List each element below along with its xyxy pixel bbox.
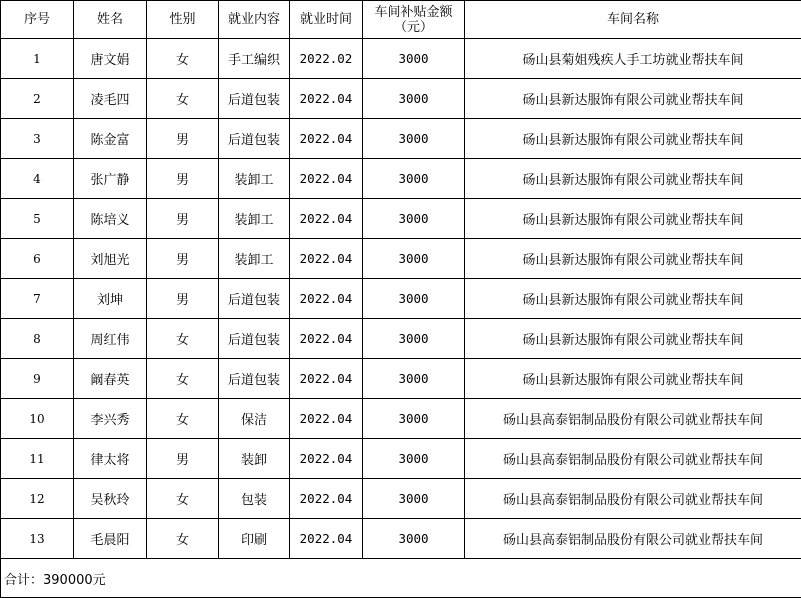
cell-seq: 1	[1, 39, 74, 79]
table-row	[1, 159, 801, 199]
cell-job: 后道包装	[219, 359, 290, 399]
cell-name: 毛晨阳	[74, 519, 147, 559]
cell-name: 吴秋玲	[74, 479, 147, 519]
cell-time: 2022.02	[290, 39, 363, 79]
cell-time: 2022.04	[290, 279, 363, 319]
header-subsidy	[363, 1, 465, 39]
cell-subsidy: 3000	[363, 79, 465, 119]
cell-seq: 12	[1, 479, 74, 519]
cell-gender: 女	[147, 479, 219, 519]
cell-job: 后道包装	[219, 119, 290, 159]
cell-job: 手工编织	[219, 39, 290, 79]
cell-workshop: 砀山县高泰铝制品股份有限公司就业帮扶车间	[465, 439, 801, 479]
table-row	[1, 519, 801, 559]
cell-subsidy: 3000	[363, 39, 465, 79]
table-row	[1, 79, 801, 119]
table-row	[1, 439, 801, 479]
cell-time: 2022.04	[290, 359, 363, 399]
cell-seq: 5	[1, 199, 74, 239]
cell-name: 刘旭光	[74, 239, 147, 279]
cell-job: 装卸工	[219, 239, 290, 279]
cell-name: 凌毛四	[74, 79, 147, 119]
cell-time: 2022.04	[290, 439, 363, 479]
cell-time: 2022.04	[290, 479, 363, 519]
cell-subsidy: 3000	[363, 519, 465, 559]
cell-name: 李兴秀	[74, 399, 147, 439]
cell-gender: 女	[147, 359, 219, 399]
total-row	[1, 559, 801, 598]
cell-job: 印刷	[219, 519, 290, 559]
cell-time: 2022.04	[290, 399, 363, 439]
cell-time: 2022.04	[290, 119, 363, 159]
cell-name: 刘坤	[74, 279, 147, 319]
table-row	[1, 319, 801, 359]
cell-seq: 11	[1, 439, 74, 479]
cell-gender: 男	[147, 199, 219, 239]
cell-seq: 2	[1, 79, 74, 119]
cell-seq: 13	[1, 519, 74, 559]
total-cell: 合计：390000元	[1, 559, 801, 598]
cell-name: 张广静	[74, 159, 147, 199]
header-gender: 性别	[147, 1, 219, 39]
cell-subsidy: 3000	[363, 199, 465, 239]
cell-time: 2022.04	[290, 239, 363, 279]
cell-name: 律太将	[74, 439, 147, 479]
cell-subsidy: 3000	[363, 279, 465, 319]
cell-seq: 4	[1, 159, 74, 199]
cell-name: 陈金富	[74, 119, 147, 159]
cell-seq: 9	[1, 359, 74, 399]
cell-job: 装卸工	[219, 199, 290, 239]
cell-gender: 女	[147, 519, 219, 559]
header-seq: 序号	[1, 1, 74, 39]
cell-subsidy: 3000	[363, 479, 465, 519]
cell-gender: 女	[147, 39, 219, 79]
cell-workshop: 砀山县高泰铝制品股份有限公司就业帮扶车间	[465, 399, 801, 439]
table-row	[1, 399, 801, 439]
cell-workshop: 砀山县新达服饰有限公司就业帮扶车间	[465, 319, 801, 359]
cell-subsidy: 3000	[363, 119, 465, 159]
table-row	[1, 479, 801, 519]
cell-time: 2022.04	[290, 519, 363, 559]
table-row	[1, 39, 801, 79]
cell-name: 陈培义	[74, 199, 147, 239]
cell-name: 周红伟	[74, 319, 147, 359]
cell-job: 装卸	[219, 439, 290, 479]
table-row	[1, 279, 801, 319]
cell-seq: 6	[1, 239, 74, 279]
cell-job: 后道包装	[219, 319, 290, 359]
cell-seq: 8	[1, 319, 74, 359]
cell-workshop: 砀山县新达服饰有限公司就业帮扶车间	[465, 199, 801, 239]
cell-subsidy: 3000	[363, 319, 465, 359]
cell-subsidy: 3000	[363, 359, 465, 399]
header-job: 就业内容	[219, 1, 290, 39]
cell-job: 装卸工	[219, 159, 290, 199]
cell-workshop: 砀山县高泰铝制品股份有限公司就业帮扶车间	[465, 519, 801, 559]
header-subsidy-line1: 车间补贴金额	[363, 5, 464, 20]
header-subsidy-line2: （元）	[363, 20, 464, 35]
cell-workshop: 砀山县新达服饰有限公司就业帮扶车间	[465, 79, 801, 119]
cell-subsidy: 3000	[363, 399, 465, 439]
cell-name: 唐文娟	[74, 39, 147, 79]
cell-workshop: 砀山县高泰铝制品股份有限公司就业帮扶车间	[465, 479, 801, 519]
header-row	[1, 1, 801, 39]
cell-job: 包装	[219, 479, 290, 519]
cell-gender: 男	[147, 439, 219, 479]
cell-gender: 男	[147, 159, 219, 199]
cell-subsidy: 3000	[363, 239, 465, 279]
cell-workshop: 砀山县新达服饰有限公司就业帮扶车间	[465, 279, 801, 319]
cell-job: 后道包装	[219, 79, 290, 119]
cell-gender: 男	[147, 279, 219, 319]
table-row	[1, 199, 801, 239]
cell-seq: 10	[1, 399, 74, 439]
cell-workshop: 砀山县新达服饰有限公司就业帮扶车间	[465, 119, 801, 159]
cell-seq: 7	[1, 279, 74, 319]
cell-workshop: 砀山县新达服饰有限公司就业帮扶车间	[465, 239, 801, 279]
cell-subsidy: 3000	[363, 159, 465, 199]
table-row	[1, 119, 801, 159]
cell-subsidy: 3000	[363, 439, 465, 479]
cell-time: 2022.04	[290, 79, 363, 119]
cell-workshop: 砀山县新达服饰有限公司就业帮扶车间	[465, 359, 801, 399]
cell-seq: 3	[1, 119, 74, 159]
cell-time: 2022.04	[290, 199, 363, 239]
table-row	[1, 239, 801, 279]
cell-gender: 女	[147, 319, 219, 359]
cell-workshop: 砀山县新达服饰有限公司就业帮扶车间	[465, 159, 801, 199]
header-time: 就业时间	[290, 1, 363, 39]
cell-gender: 女	[147, 79, 219, 119]
cell-name: 阚春英	[74, 359, 147, 399]
cell-job: 后道包装	[219, 279, 290, 319]
table-body	[1, 39, 801, 559]
cell-gender: 男	[147, 239, 219, 279]
cell-workshop: 砀山县菊姐残疾人手工坊就业帮扶车间	[465, 39, 801, 79]
cell-job: 保洁	[219, 399, 290, 439]
header-name: 姓名	[74, 1, 147, 39]
cell-time: 2022.04	[290, 319, 363, 359]
cell-gender: 女	[147, 399, 219, 439]
cell-time: 2022.04	[290, 159, 363, 199]
cell-gender: 男	[147, 119, 219, 159]
header-workshop: 车间名称	[465, 1, 801, 39]
table-row	[1, 359, 801, 399]
